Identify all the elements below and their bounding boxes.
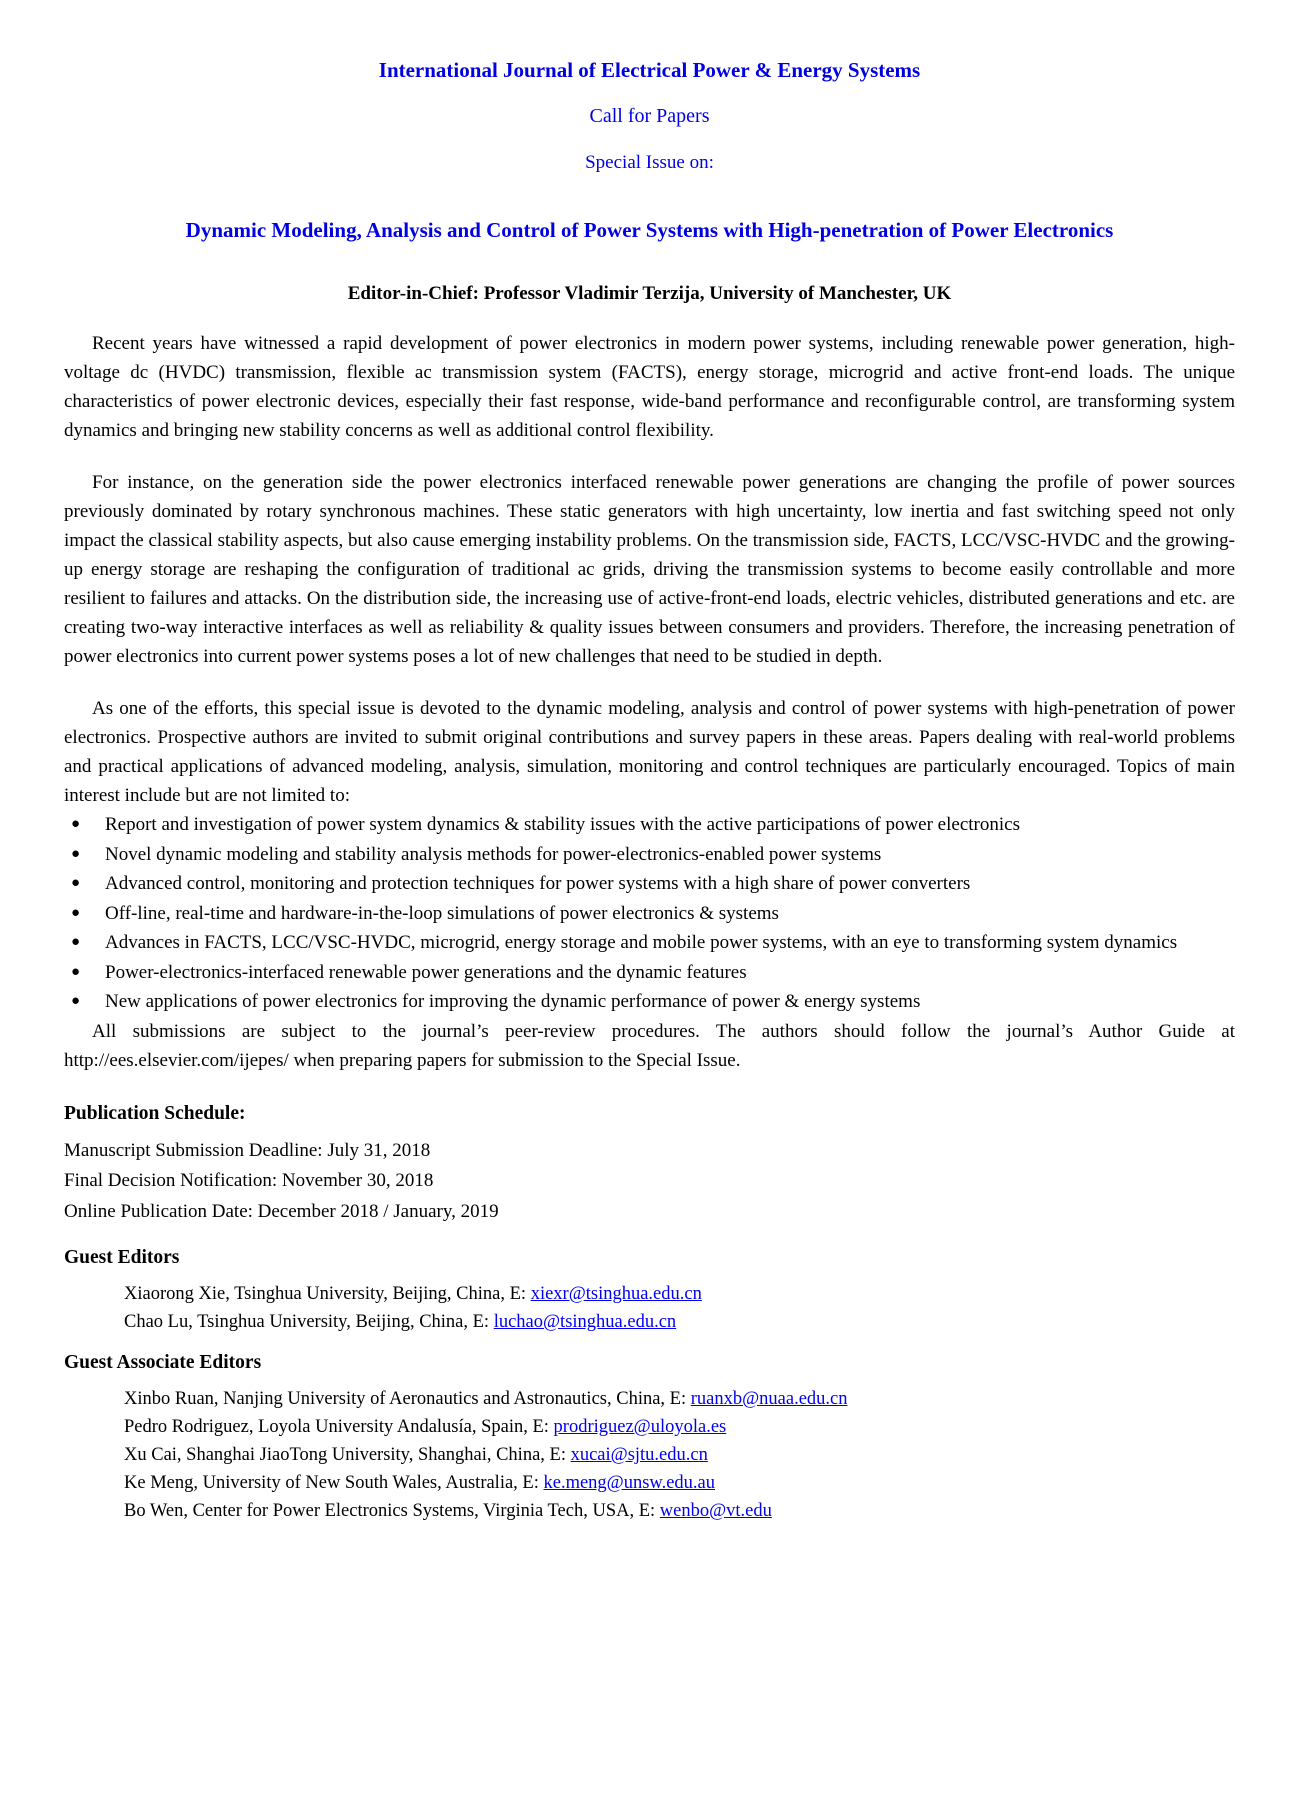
editor-entry bbox=[64, 1308, 1235, 1336]
schedule-line: Final Decision Notification: November 30, 2018 bbox=[64, 1170, 434, 1191]
bullet-icon: ● bbox=[71, 845, 81, 862]
topics-list bbox=[64, 810, 1235, 1017]
editor-entry bbox=[64, 1497, 1235, 1525]
special-issue-label: Special Issue on: bbox=[585, 152, 714, 173]
special-issue-title: Dynamic Modeling, Analysis and Control of Power Systems with High-penetration of Power Electronics bbox=[185, 218, 1114, 242]
editor-email-link[interactable]: luchao@tsinghua.edu.cn bbox=[493, 1312, 677, 1332]
editor-email-link[interactable]: ruanxb@nuaa.edu.cn bbox=[690, 1389, 848, 1409]
topic-item bbox=[64, 840, 1235, 870]
editor-entry bbox=[64, 1441, 1235, 1469]
topic-item bbox=[64, 810, 1235, 840]
topic-text: Report and investigation of power system dynamics & stability issues with the active participations of power electronics bbox=[105, 814, 1020, 835]
publication-schedule-section bbox=[64, 1099, 1235, 1228]
topic-text: Advances in FACTS, LCC/VSC-HVDC, microgrid, energy storage and mobile power systems, with an eye to transforming system dynamics bbox=[105, 932, 1178, 953]
guest-associate-editors-items bbox=[64, 1385, 1235, 1525]
topic-text: Novel dynamic modeling and stability analysis methods for power-electronics-enabled power systems bbox=[105, 843, 882, 865]
call-for-papers-subtitle: Call for Papers bbox=[589, 105, 710, 127]
guest-editors-heading: Guest Editors bbox=[64, 1247, 180, 1268]
editor-text: Chao Lu, Tsinghua University, Beijing, China, E: bbox=[124, 1312, 494, 1332]
editor-in-chief-line: Editor-in-Chief: Professor Vladimir Terzija, University of Manchester, UK bbox=[347, 283, 952, 304]
publication-schedule-items bbox=[64, 1136, 1235, 1228]
editor-text: Ke Meng, University of New South Wales, Australia, E: bbox=[124, 1473, 544, 1493]
bullet-icon: ● bbox=[71, 934, 81, 950]
submission-note-paragraph: All submissions are subject to the journal’s peer-review procedures. The authors should follow the journal’s Author Guide at http://ees.elsevier.com/ijepes/ when preparing papers for submission to the Special Issue. bbox=[64, 1020, 1235, 1071]
editor-email-link[interactable]: xucai@sjtu.edu.cn bbox=[570, 1445, 708, 1465]
guest-editors-section bbox=[64, 1243, 1235, 1336]
topic-item bbox=[64, 899, 1235, 929]
journal-title: International Journal of Electrical Power & Energy Systems bbox=[378, 58, 921, 82]
editor-email-link[interactable]: prodriguez@uloyola.es bbox=[553, 1417, 727, 1437]
bullet-icon: ● bbox=[71, 816, 81, 832]
body-paragraph: For instance, on the generation side the power electronics interfaced renewable power generations are changing the profile of power sources previously dominated by rotary synchronous machines. These static generators with high uncertainty, low inertia and fast switching speed not only impact the classical stability aspects, but also cause emerging instability problems. On the transmission side, FACTS, LCC/VSC-HVDC and the growing-up energy storage are reshaping the configuration of traditional ac grids, driving the transmission systems to become easily controllable and more resilient to failures and attacks. On the distribution side, the increasing use of active-front-end loads, electric vehicles, distributed generations and etc. are creating two-way interactive interfaces as well as reliability & quality issues between consumers and providers. Therefore, the increasing penetration of power electronics into current power systems poses a lot of new challenges that need to be studied in depth. bbox=[64, 472, 1235, 667]
schedule-line: Online Publication Date: December 2018 / January, 2019 bbox=[64, 1200, 499, 1222]
editor-entry bbox=[64, 1280, 1235, 1308]
editor-entry bbox=[64, 1385, 1235, 1413]
guest-associate-editors-heading: Guest Associate Editors bbox=[64, 1352, 262, 1373]
bullet-icon: ● bbox=[71, 993, 81, 1009]
editor-text: Xu Cai, Shanghai JiaoTong University, Shanghai, China, E: bbox=[124, 1445, 571, 1465]
schedule-line: Manuscript Submission Deadline: July 31, 2018 bbox=[64, 1139, 431, 1161]
bullet-icon: ● bbox=[71, 875, 81, 891]
editor-email-link[interactable]: wenbo@vt.edu bbox=[659, 1501, 772, 1521]
topic-text: Advanced control, monitoring and protection techniques for power systems with a high share of power converters bbox=[105, 873, 971, 894]
editor-text: Xinbo Ruan, Nanjing University of Aeronautics and Astronautics, China, E: bbox=[124, 1389, 691, 1409]
editor-entry bbox=[64, 1469, 1235, 1497]
editor-text: Bo Wen, Center for Power Electronics Systems, Virginia Tech, USA, E: bbox=[124, 1501, 660, 1521]
publication-schedule-heading: Publication Schedule: bbox=[64, 1102, 246, 1124]
editor-text: Xiaorong Xie, Tsinghua University, Beijing, China, E: bbox=[124, 1284, 531, 1304]
guest-associate-editors-section bbox=[64, 1348, 1235, 1525]
topic-item bbox=[64, 869, 1235, 899]
bullet-icon: ● bbox=[71, 904, 81, 921]
editor-entry bbox=[64, 1413, 1235, 1441]
topic-item bbox=[64, 928, 1235, 958]
body-paragraph: Recent years have witnessed a rapid development of power electronics in modern power systems, including renewable power generation, high-voltage dc (HVDC) transmission, flexible ac transmission system (FACTS), energy storage, microgrid and active front-end loads. The unique characteristics of power electronic devices, especially their fast response, wide-band performance and reconfigurable control, are transforming system dynamics and bringing new stability concerns as well as additional control flexibility. bbox=[64, 333, 1235, 441]
topic-text: New applications of power electronics for improving the dynamic performance of power & energy systems bbox=[105, 991, 921, 1012]
body-paragraph: As one of the efforts, this special issue is devoted to the dynamic modeling, analysis and control of power systems with high-penetration of power electronics. Prospective authors are invited to submit original contributions and survey papers in these areas. Papers dealing with real-world problems and practical applications of advanced modeling, analysis, simulation, monitoring and control techniques are particularly encouraged. Topics of main interest include but are not limited to: bbox=[64, 698, 1235, 806]
editor-email-link[interactable]: ke.meng@unsw.edu.au bbox=[543, 1473, 716, 1493]
editor-email-link[interactable]: xiexr@tsinghua.edu.cn bbox=[530, 1284, 702, 1304]
topic-text: Power-electronics-interfaced renewable power generations and the dynamic features bbox=[105, 961, 747, 983]
intro-paragraphs bbox=[64, 329, 1235, 810]
topic-item bbox=[64, 958, 1235, 988]
guest-editors-items bbox=[64, 1280, 1235, 1336]
editor-text: Pedro Rodriguez, Loyola University Andalusía, Spain, E: bbox=[124, 1417, 554, 1437]
bullet-icon: ● bbox=[71, 963, 81, 980]
topic-item bbox=[64, 987, 1235, 1017]
topic-text: Off-line, real-time and hardware-in-the-loop simulations of power electronics & systems bbox=[105, 902, 779, 924]
